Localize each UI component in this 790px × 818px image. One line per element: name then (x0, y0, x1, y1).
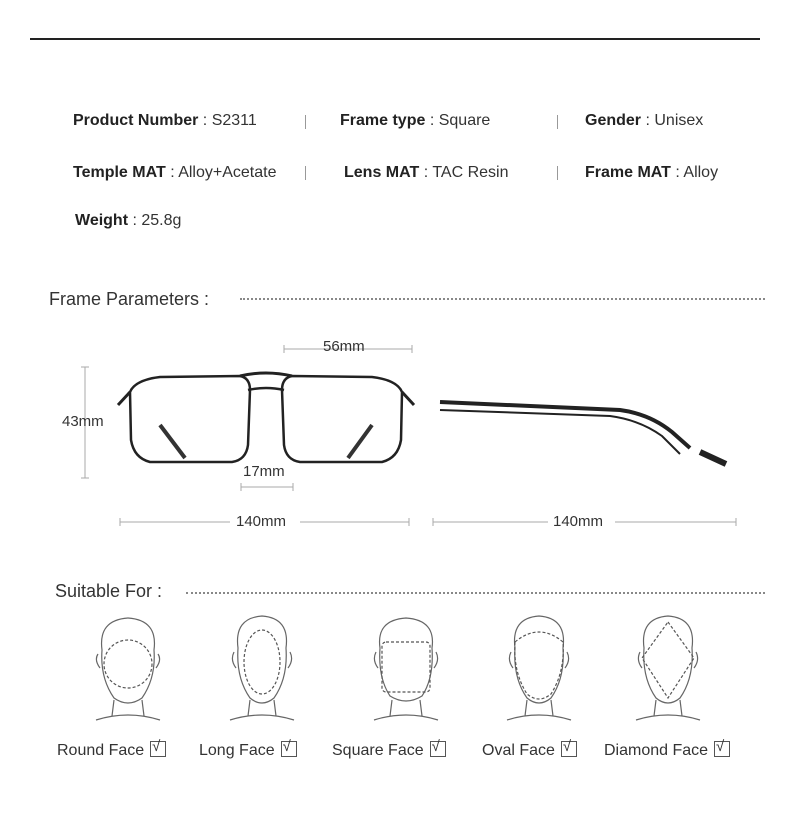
spec-value: S2311 (211, 112, 257, 129)
face-label: Long Face (199, 742, 275, 759)
temple-length-label: 140mm (553, 513, 604, 530)
frame-parameters-title: Frame Parameters : (49, 289, 210, 309)
separator (557, 166, 558, 180)
spec-value: Alloy+Acetate (178, 164, 277, 181)
spec-label: Temple MAT (73, 164, 166, 181)
spec-label: Frame type (340, 112, 426, 129)
face-option-long (199, 741, 297, 760)
face-option-oval (482, 741, 577, 760)
separator (305, 166, 306, 180)
face-option-round (57, 741, 166, 760)
face-label: Diamond Face (604, 742, 709, 759)
spec-frame-mat: Frame MAT : Alloy (585, 164, 719, 181)
spec-label: Product Number (73, 112, 199, 129)
top-divider (30, 38, 760, 40)
spec-weight: Weight : 25.8g (75, 212, 182, 229)
glasses-side-view (440, 402, 726, 464)
spec-label: Lens MAT (344, 164, 420, 181)
checkbox-icon (430, 741, 446, 757)
spec-value: Alloy (683, 164, 719, 181)
round-face-icon (88, 612, 168, 724)
face-option-diamond (604, 741, 730, 760)
spec-gender: Gender : Unisex (585, 112, 704, 129)
dotted-divider (240, 298, 765, 300)
lens-height-label: 43mm (62, 413, 104, 430)
checkbox-icon (561, 741, 577, 757)
checkbox-icon (150, 741, 166, 757)
face-label: Oval Face (482, 742, 555, 759)
square-face-icon (366, 612, 446, 724)
checkbox-icon (281, 741, 297, 757)
glasses-front-view (118, 373, 414, 462)
face-option-square (332, 741, 446, 760)
oval-face-icon (499, 612, 579, 724)
lens-width-label: 56mm (323, 338, 365, 355)
frame-diagram (0, 330, 790, 540)
dotted-divider (186, 592, 765, 594)
spec-frame-type: Frame type : Square (340, 112, 491, 129)
diamond-face-icon (628, 612, 708, 724)
suitable-for-title: Suitable For : (55, 581, 163, 601)
spec-value: Unisex (654, 112, 704, 129)
spec-label: Weight (75, 212, 129, 229)
spec-temple-mat: Temple MAT : Alloy+Acetate (73, 164, 277, 181)
spec-value: Square (438, 112, 491, 129)
spec-value: 25.8g (141, 212, 182, 229)
spec-label: Gender (585, 112, 642, 129)
spec-value: TAC Resin (432, 164, 509, 181)
spec-lens-mat: Lens MAT : TAC Resin (344, 164, 509, 181)
face-label: Round Face (57, 742, 145, 759)
bridge-width-label: 17mm (243, 463, 285, 480)
separator (557, 115, 558, 129)
face-label: Square Face (332, 742, 424, 759)
spec-product-number: Product Number : S2311 (73, 112, 257, 129)
long-face-icon (222, 612, 302, 724)
checkbox-icon (714, 741, 730, 757)
frame-width-label: 140mm (236, 513, 287, 530)
separator (305, 115, 306, 129)
spec-label: Frame MAT (585, 164, 671, 181)
